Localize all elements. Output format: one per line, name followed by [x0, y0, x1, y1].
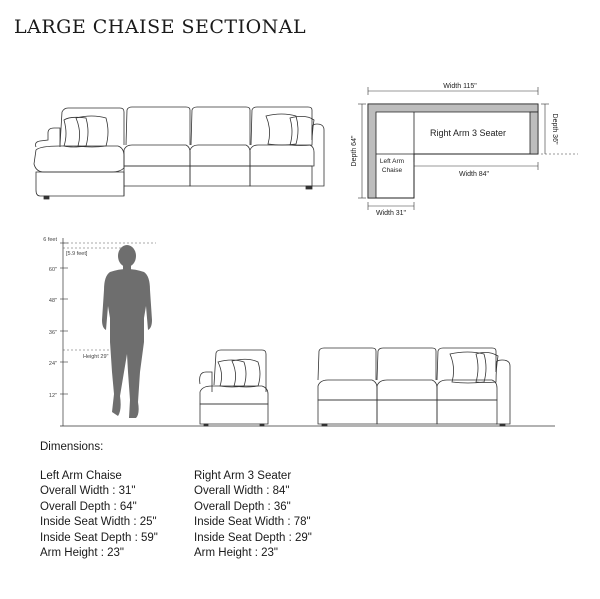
chaise-name: Left Arm Chaise	[40, 470, 122, 482]
chaise-dimensions	[40, 469, 158, 561]
plan-depth-left-label: Depth 64"	[351, 135, 358, 167]
scale-tick-label: 60"	[48, 267, 57, 273]
seater-dimension-line: Overall Depth : 36"	[194, 500, 291, 513]
sectional-front-view	[34, 107, 324, 199]
dimensions-heading: Dimensions:	[40, 441, 104, 453]
seater-dimensions	[194, 469, 312, 561]
scale-tick-label: 24"	[48, 361, 57, 367]
plan-seater-width-label: Width 84"	[458, 171, 490, 178]
plan-seater-label: Right Arm 3 Seater	[429, 128, 507, 138]
sectional-plan-view	[351, 83, 578, 217]
seater-name: Right Arm 3 Seater	[194, 470, 292, 482]
plan-chaise-label-line2: Chaise	[381, 167, 403, 174]
scale-ticks	[49, 267, 68, 399]
scale-person-label: [5.9 feet]	[66, 251, 88, 257]
plan-chaise-width-label: Width 31"	[375, 210, 407, 217]
plan-depth-right-label: Depth 36"	[551, 113, 558, 145]
chaise-dimension-line: Inside Seat Depth : 59"	[40, 531, 158, 544]
chaise-dimension-line: Overall Depth : 64"	[40, 500, 137, 513]
chaise-front-view	[200, 350, 268, 426]
seater-dimension-line: Arm Height : 23"	[194, 547, 278, 560]
chaise-dimension-line: Arm Height : 23"	[40, 547, 124, 560]
seater-front-view	[318, 348, 510, 426]
seater-dimension-line: Inside Seat Depth : 29"	[194, 531, 312, 544]
chaise-dimension-line: Overall Width : 31"	[40, 485, 136, 498]
scale-tick-label: 12"	[48, 393, 57, 399]
plan-width-total-label: Width 115"	[443, 83, 477, 90]
page-title: LARGE CHAISE SECTIONAL	[14, 16, 307, 38]
plan-chaise-label-line1: Left Arm	[379, 158, 405, 165]
scale-tick-label: 48"	[48, 298, 57, 304]
scale-top-label: 6 feet	[43, 237, 57, 243]
scale-height-note: Height 29"	[83, 354, 109, 360]
human-silhouette	[102, 245, 152, 418]
seater-dimension-line: Inside Seat Width : 78"	[194, 516, 311, 529]
chaise-dimension-line: Inside Seat Width : 25"	[40, 516, 157, 529]
seater-dimension-line: Overall Width : 84"	[194, 485, 290, 498]
scale-tick-label: 36"	[48, 330, 57, 336]
